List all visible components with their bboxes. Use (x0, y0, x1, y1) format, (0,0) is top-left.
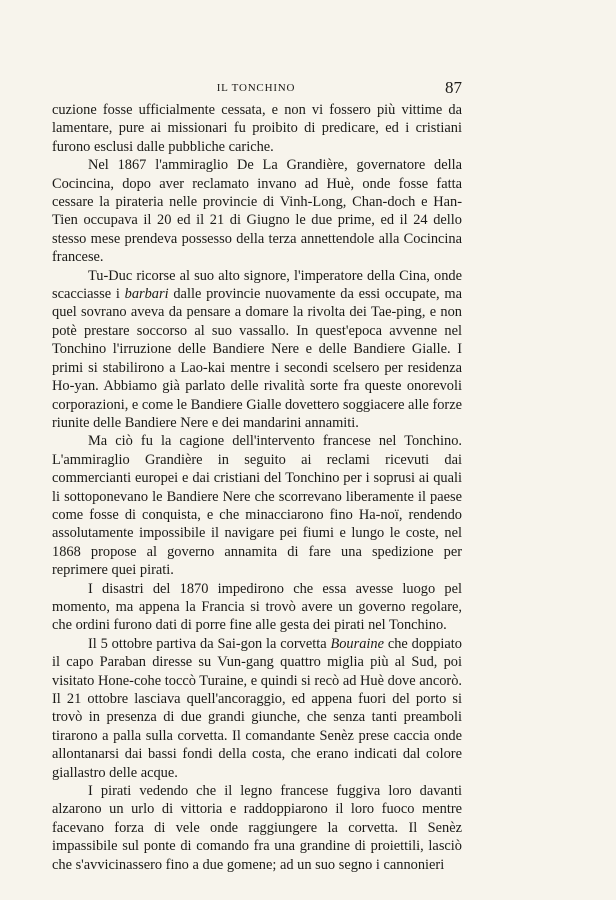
paragraph-disastri-1870: I disastri del 1870 impedirono che essa avesse luogo pel momento, ma appena la Francia si trovò avere un governo regolare, che ordini furono dati di porre fine alle gesta dei pirati nel Tonchino. (52, 580, 462, 634)
running-title: IL TONCHINO (216, 82, 296, 94)
paragraph-pirati: I pirati vedendo che il legno francese fuggiva loro davanti alzarono un urlo di vittoria e raddoppiarono il loro fuoco mentre facevano forza di vele onde raggiungere la corvetta. Il Senèz impassibile sul ponte di comando fra una grandine di proiettili, lasciò che s'avvicinassero fino a due gomene; ad un suo segno i cannonieri (52, 783, 462, 873)
paragraph-text-part: che doppiato il capo Paraban diresse su Vun-gang quattro miglia più al Sud, poi visitato Hone-cohe toccò Turaine, e quindi si recò ad Huè dove ancorò. Il 21 ottobre lasciava quell'ancoraggio, ed appena fuori del porto si trovò in presenza di due grandi giunche, che senza tanti preamboli tirarono a palla sulla corvetta. Il comandante Senèz prese caccia onde allontanarsi dai bassi fondi della costa, che erano indicati dal colore giallastro delle acque. (52, 635, 462, 781)
paragraph-continuation: cuzione fosse ufficialmente cessata, e non vi fossero più vittime da lamentare, pure ai missionari fu proibito di predicare, ed i cristiani furono esclusi dalle pubbliche cariche. (52, 102, 462, 155)
paragraph-text-part: Tu-Duc ricorse al suo alto signore, l'imperatore della Cina, onde scacciasse i (52, 267, 462, 303)
paragraph-tu-duc (52, 267, 462, 433)
running-head (50, 78, 462, 100)
page-number: 87 (445, 78, 462, 97)
italic-barbari: barbari (124, 286, 169, 303)
paragraph-corvetta (52, 635, 462, 782)
paragraph-1867-grandiere: Nel 1867 l'ammiraglio De La Grandière, governatore della Cocincina, dopo aver reclamato invano ad Huè, onde fosse fatta cessare la pirateria nelle provincie di Vinh-Long, Chan-doch e Han-Tien occupava il 20 ed il 21 di Giugno le due prime, ed il 24 dello stesso mese prendeva possesso della terza annettendole alla Cocincina francese. (52, 157, 462, 266)
paragraph-text-part: Il 5 ottobre partiva da Sai-gon la corvetta (88, 635, 331, 652)
body-text (52, 101, 462, 874)
italic-bouraine: Bouraine (330, 635, 384, 652)
paragraph-text-part: dalle provincie nuovamente da essi occupate, ma quel sovrano aveva da pensare a domare la rivolta dei Tae-ping, e non potè prestare soccorso al suo vassallo. In quest'epoca avvenne nel Tonchino l'irruzione delle Bandiere Nere e delle Bandiere Gialle. I primi si stabilirono a Lao-kai mentre i secondi scelsero per residenza Ho-yan. Abbiamo già parlato delle rivalità sorte fra queste onorevoli corporazioni, e come le Bandiere Gialle dovettero soggiacere alle forze riunite delle Bandiere Nere e dei mandarini annamiti. (52, 286, 462, 431)
paragraph-intervento-francese: Ma ciò fu la cagione dell'intervento francese nel Tonchino. L'ammiraglio Grandière in seguito ai reclami ricevuti dai commercianti europei e dai cristiani del Tonchino per i soprusi ai quali li sottoponevano le Bandiere Nere che scorrevano liberamente il paese come fosse di conquista, e che minacciarono fino Ha-noï, rendendo assolutamente impossibile il navigare pei fiumi e lungo le coste, nel 1868 propose al governo annamita di fare una spedizione per reprimere quei pirati. (52, 433, 462, 579)
